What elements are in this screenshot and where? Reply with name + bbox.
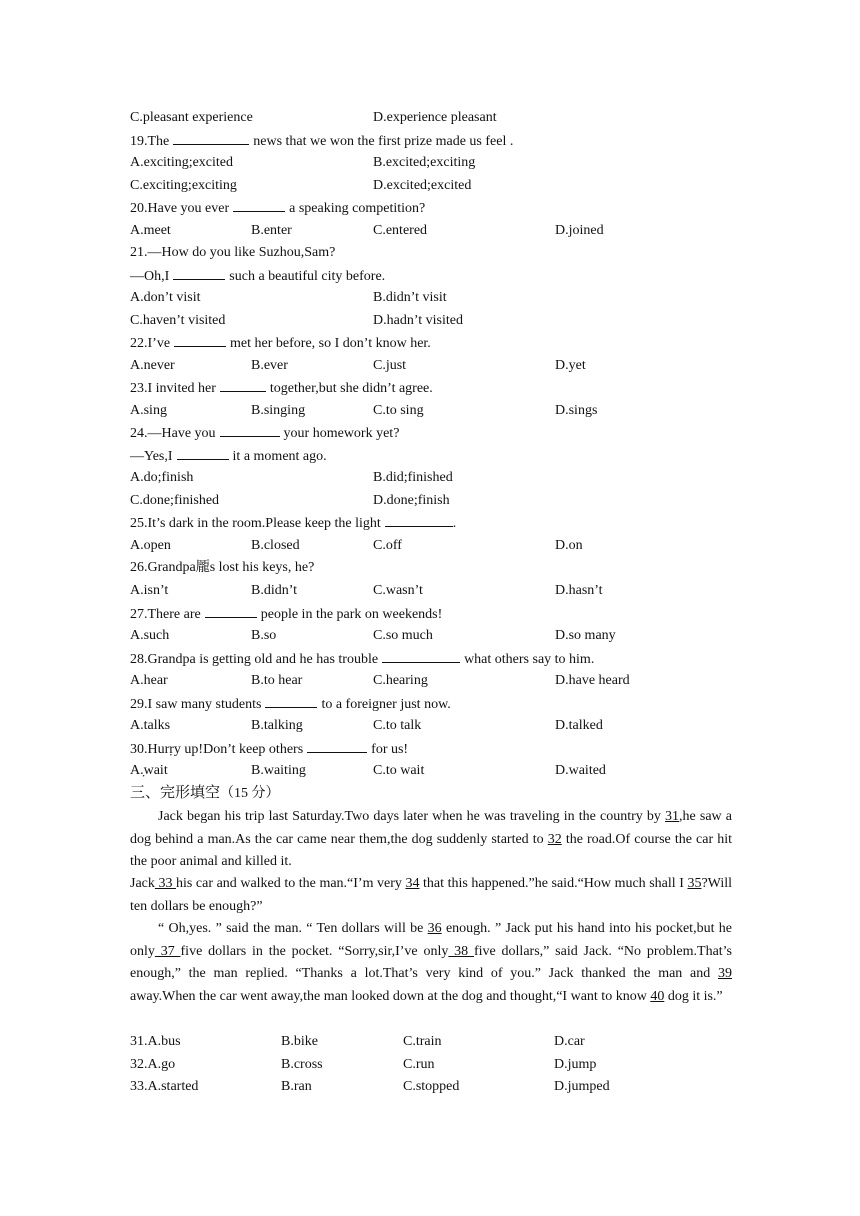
question-text: a speaking competition? [289, 201, 426, 216]
passage-text: Jack [130, 876, 155, 891]
blank-number: 34 [405, 876, 420, 891]
blank-number: 40 [650, 988, 665, 1004]
option-a: A.̣wait [130, 763, 168, 778]
passage-text: ?Will ten dollars be enough?” [130, 876, 733, 914]
answer-blank [220, 378, 266, 392]
question-text: such a beautiful city before. [229, 269, 386, 284]
question-24 [130, 423, 399, 443]
option-d: D.hasn’t [555, 583, 603, 598]
option-d: D.excited;excited [373, 178, 472, 193]
option-d: D.sings [555, 403, 598, 418]
option-c: C.run [403, 1057, 435, 1072]
option-a: A.hear [130, 673, 168, 688]
option-b: B.bike [281, 1034, 318, 1049]
option-b: B.didn’t visit [373, 290, 447, 305]
option-d: D.experience pleasant [373, 110, 497, 125]
option-a: A.never [130, 358, 175, 373]
answer-blank [177, 446, 229, 460]
question-text: 19.The [130, 134, 170, 149]
blank-number: 38 [448, 943, 474, 959]
question-30 [130, 739, 408, 759]
question-text: —Oh,I [130, 269, 170, 284]
question-text: for us! [371, 742, 409, 757]
blank-number: 35 [687, 876, 702, 891]
answer-blank [174, 333, 226, 347]
option-a: A.exciting;excited [130, 155, 234, 170]
question-text: 23.I invited her [130, 381, 216, 396]
question-24-reply [130, 446, 327, 466]
option-d: D.car [554, 1034, 585, 1049]
option-a: A.meet [130, 223, 171, 238]
passage-paragraph-1 [130, 806, 732, 874]
option-b: B.ran [281, 1079, 312, 1094]
option-c: C.stopped [403, 1079, 460, 1094]
option-c: C.to talk [373, 718, 422, 733]
blank-number: 39 [718, 966, 732, 982]
option-a: A.don’t visit [130, 290, 201, 305]
option-a: A.isn’t [130, 583, 169, 598]
question-text: news that we won the first prize made us feel . [253, 134, 514, 149]
option-b: B.singing [251, 403, 306, 418]
option-d: D.done;finish [373, 493, 450, 508]
option-b: B.to hear [251, 673, 303, 688]
passage-text: his car and walked to the man.“I’m very [176, 876, 406, 891]
blank-number: 31 [665, 809, 680, 824]
question-text: 20.Have you ever [130, 201, 230, 216]
answer-blank [233, 198, 285, 212]
option-d: D.yet [555, 358, 586, 373]
option-d: D.jump [554, 1057, 597, 1072]
answer-blank [265, 694, 317, 708]
option-b: B.cross [281, 1057, 323, 1072]
option-d: D.so many [555, 628, 616, 643]
option-c: C.hearing [373, 673, 428, 688]
question-23 [130, 378, 433, 398]
option-a: 33.A.started [130, 1079, 199, 1094]
blank-number: 36 [427, 921, 442, 936]
question-text: . [452, 516, 457, 531]
question-21-reply [130, 266, 385, 286]
answer-blank [385, 513, 453, 527]
option-a: 31.A.bus [130, 1034, 181, 1049]
passage-text: enough. ” Jack put his hand into his pocket,but he only [130, 921, 732, 959]
blank-number: 33 [154, 876, 177, 891]
answer-blank [173, 266, 225, 280]
option-b: B.didn’t [251, 583, 298, 598]
option-c: C.to sing [373, 403, 424, 418]
question-text: it a moment ago. [232, 449, 327, 464]
question-20 [130, 198, 425, 218]
question-text: met her before, so I don’t know her. [230, 336, 431, 351]
answer-blank [307, 739, 367, 753]
option-c: C.haven’t visited [130, 313, 226, 328]
passage-text: the road.Of course the car hit the poor animal and killed it. [130, 831, 732, 870]
question-text: 26.Grandpa龎s lost his keys, he? [130, 560, 315, 575]
passage-text: five dollars in the pocket. “Sorry,sir,I’ve only [180, 943, 449, 959]
passage-text: that this happened.”he said.“How much shall I [419, 876, 688, 891]
question-text: 29.I saw many students [130, 697, 262, 712]
option-c: C.train [403, 1034, 442, 1049]
question-text: —Yes,I [130, 449, 173, 464]
option-d: D.joined [555, 223, 604, 238]
option-a: A.talks [130, 718, 171, 733]
option-b: B.ever [251, 358, 288, 373]
passage-text: dog it is.” [664, 988, 723, 1004]
question-text: 22.I’ve [130, 336, 171, 351]
question-text: 24.—Have you [130, 426, 216, 441]
question-text: 25.It’s dark in the room.Please keep the light [130, 516, 381, 531]
option-c: C.off [373, 538, 402, 553]
passage-text: away.When the car went away,the man looked down at the dog and thought,“I want to know [130, 988, 651, 1004]
question-text: 28.Grandpa is getting old and he has trouble [130, 652, 379, 667]
option-b: B.waiting [251, 763, 306, 778]
option-a: A.do;finish [130, 470, 194, 485]
question-text: 30.Hurṛy up!Don’t keep others [130, 742, 304, 757]
question-25 [130, 513, 456, 533]
question-text: your homework yet? [283, 426, 400, 441]
question-text: people in the park on weekends! [260, 607, 443, 622]
blank-number: 32 [547, 831, 562, 847]
option-d: D.hadn’t visited [373, 313, 463, 328]
option-a: A.open [130, 538, 171, 553]
question-21 [130, 243, 335, 263]
option-b: B.did;finished [373, 470, 453, 485]
option-c: C.so much [373, 628, 433, 643]
section-heading [130, 782, 280, 802]
section-score: （15 分） [220, 786, 280, 801]
option-b: B.enter [251, 223, 292, 238]
passage-paragraph-2 [130, 873, 732, 918]
option-d: D.on [555, 538, 583, 553]
passage-text: ,he saw a dog behind a man.As the car came near them,the dog suddenly started to [130, 809, 732, 847]
option-b: B.excited;exciting [373, 155, 476, 170]
option-a: A.sing [130, 403, 167, 418]
passage-text: “ Oh,yes. ” said the man. “ Ten dollars will be [158, 921, 428, 936]
answer-blank [205, 604, 257, 618]
option-c: C.wasn’t [373, 583, 423, 598]
option-c: C.exciting;exciting [130, 178, 237, 193]
question-27 [130, 604, 442, 624]
answer-blank [382, 649, 460, 663]
section-title: 三、完形填空 [130, 783, 221, 801]
option-c: C.entered [373, 223, 428, 238]
option-c: C.to wait [373, 763, 425, 778]
passage-text: five dollars,” said Jack. “No problem.That’s enough,” the man replied. “Thanks a lot.That’s very kind of you.” Jack thanked the man and [130, 943, 733, 982]
answer-blank [220, 423, 280, 437]
option-b: B.talking [251, 718, 303, 733]
option-d: D.jumped [554, 1079, 610, 1094]
passage-text: Jack began his trip last Saturday.Two days later when he was traveling in the country by [158, 809, 666, 824]
option-c: C.pleasant experience [130, 110, 253, 125]
option-d: D.have heard [555, 673, 630, 688]
question-19 [130, 131, 513, 151]
option-c: C.just [373, 358, 407, 373]
question-text: what others say to him. [464, 652, 595, 667]
option-b: B.so [251, 628, 277, 643]
question-22 [130, 333, 431, 353]
question-29 [130, 694, 451, 714]
option-a: 32.A.go [130, 1057, 176, 1072]
option-c: C.done;finished [130, 493, 220, 508]
question-28 [130, 649, 594, 669]
option-a: A.such [130, 628, 170, 643]
question-text: to a foreigner just now. [321, 697, 451, 712]
option-d: D.waited [555, 763, 606, 778]
question-text: together,but she didn’t agree. [269, 381, 433, 396]
option-d: D.talked [555, 718, 603, 733]
blank-number: 37 [154, 943, 181, 959]
question-26 [130, 558, 314, 578]
passage-paragraph-3 [130, 918, 732, 1008]
answer-blank [173, 131, 249, 145]
option-b: B.closed [251, 538, 300, 553]
question-text: 21.—How do you like Suzhou,Sam? [130, 245, 336, 260]
question-text: 27.There are [130, 607, 201, 622]
